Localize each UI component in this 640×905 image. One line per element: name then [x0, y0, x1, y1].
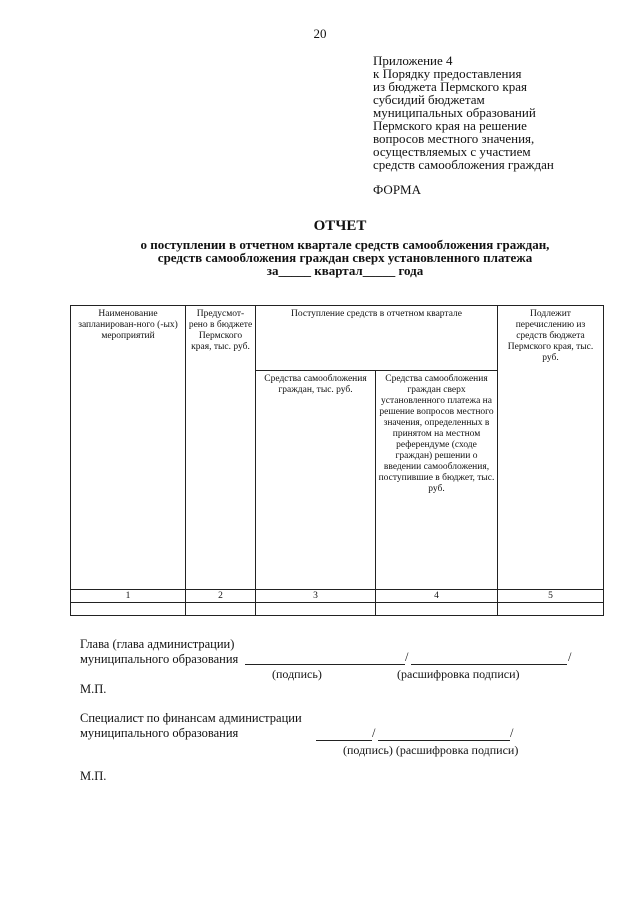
table-number-row	[71, 590, 604, 603]
specialist-caption: (подпись) (расшифровка подписи)	[343, 743, 519, 757]
col1-header: Наименование запланирован-ного (-ых) мероприятий	[71, 306, 186, 590]
specialist-title-line-2: муниципального образования	[80, 726, 239, 740]
head-caption-decoding: (расшифровка подписи)	[397, 667, 520, 681]
table-cell[interactable]	[376, 603, 498, 616]
appendix-block	[373, 54, 554, 171]
table-cell[interactable]	[186, 603, 256, 616]
appendix-line: из бюджета Пермского края	[373, 79, 528, 94]
appendix-line: средств самообложения граждан	[373, 157, 554, 172]
appendix-line: к Порядку предоставления	[373, 66, 522, 81]
col4-header: Средства самообложения граждан сверх установленного платежа на решение вопросов местного значения, определенных в принятом на местном референдуме (сходе граждан) решении о введении самообложения, поступившие в бюджет, тыс. руб.	[376, 371, 498, 590]
subtitle-line-1: о поступлении в отчетном квартале средств самообложения граждан,	[140, 237, 550, 252]
head-title-line-1: Глава (глава администрации)	[80, 637, 235, 651]
group-header: Поступление средств в отчетном квартале	[256, 306, 498, 371]
signature-separator: /	[568, 650, 572, 664]
form-label: ФОРМА	[373, 182, 421, 197]
col-number: 2	[186, 590, 256, 603]
report-table	[70, 305, 604, 616]
table-cell[interactable]	[498, 603, 604, 616]
appendix-line: муниципальных образований	[373, 105, 536, 120]
appendix-line: Пермского края на решение	[373, 118, 527, 133]
signature-separator: /	[405, 650, 409, 664]
col-number: 4	[376, 590, 498, 603]
col5-header: Подлежит перечислению из средств бюджета Пермского края, тыс. руб.	[498, 306, 604, 590]
appendix-line: Приложение 4	[373, 53, 453, 68]
head-decoding-line[interactable]	[411, 664, 567, 665]
specialist-signature-line[interactable]	[316, 740, 372, 741]
col-number: 3	[256, 590, 376, 603]
head-caption-signature: (подпись)	[272, 667, 322, 681]
signature-separator: /	[510, 726, 514, 740]
specialist-decoding-line[interactable]	[378, 740, 510, 741]
page-number: 20	[313, 26, 327, 41]
stamp-place-label: М.П.	[80, 682, 107, 696]
report-subtitle	[0, 238, 640, 277]
subtitle-line-3: за_____ квартал_____ года	[266, 263, 424, 278]
stamp-place-label: М.П.	[80, 769, 107, 783]
table-row	[71, 603, 604, 616]
head-signature-line[interactable]	[245, 664, 405, 665]
appendix-line: осуществляемых с участием	[373, 144, 531, 159]
signature-separator: /	[372, 726, 376, 740]
col2-header: Предусмот-рено в бюджете Пермского края, тыс. руб.	[186, 306, 256, 590]
appendix-line: вопросов местного значения,	[373, 131, 535, 146]
table-cell[interactable]	[71, 603, 186, 616]
col3-header: Средства самообложения граждан, тыс. руб.	[256, 371, 376, 590]
col-number: 5	[498, 590, 604, 603]
head-title-line-2: муниципального образования	[80, 652, 239, 666]
col-number: 1	[71, 590, 186, 603]
specialist-title-line-1: Специалист по финансам администрации	[80, 711, 302, 725]
report-title: ОТЧЕТ	[313, 218, 367, 234]
appendix-line: субсидий бюджетам	[373, 92, 485, 107]
subtitle-line-2: средств самообложения граждан сверх установленного платежа	[157, 250, 533, 265]
table-header-row	[71, 306, 604, 371]
table-cell[interactable]	[256, 603, 376, 616]
